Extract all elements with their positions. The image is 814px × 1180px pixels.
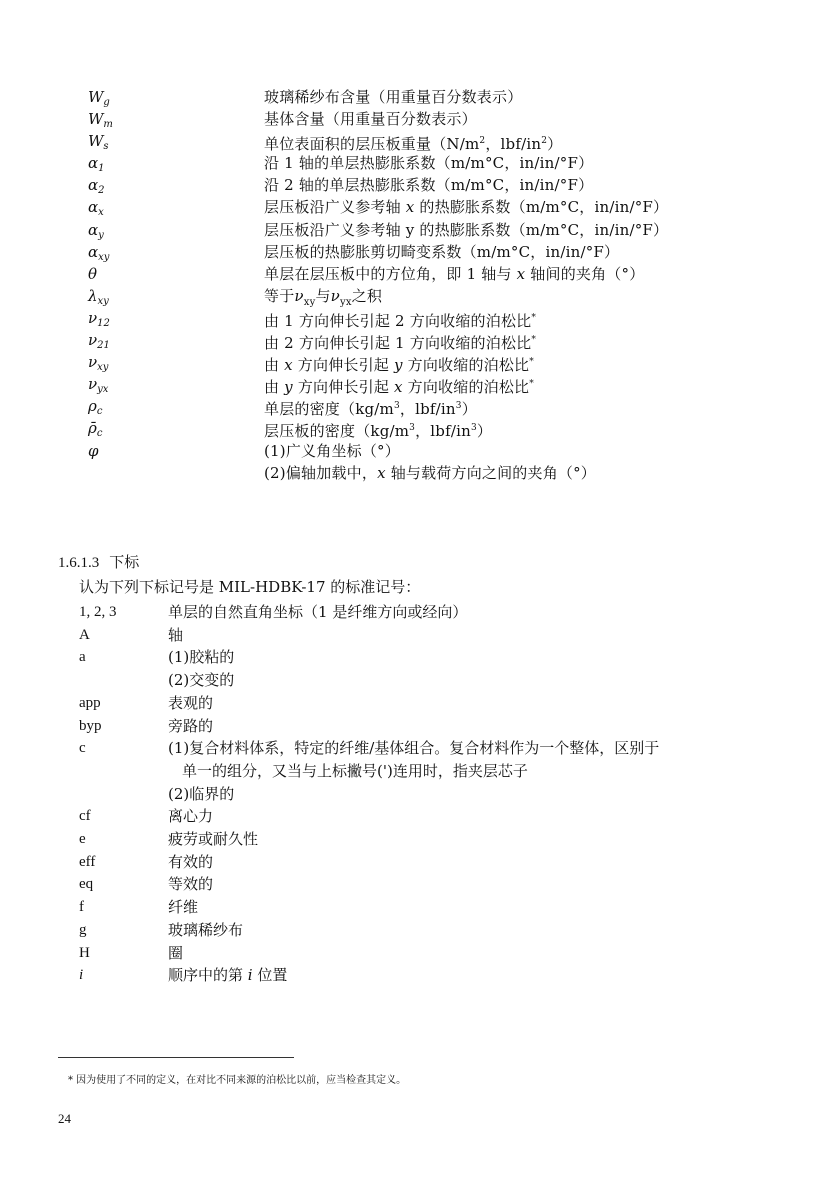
- footnote-rule: [58, 1057, 294, 1058]
- symbol-row: [88, 417, 788, 439]
- subscript-definition: [168, 873, 779, 896]
- symbol-row: [88, 307, 788, 329]
- definition-text: 由 1 方向伸长引起 2 方向收缩的泊松比: [264, 311, 532, 330]
- subscript-definition-line: (1)复合材料体系，特定的纤维/基体组合。复合材料作为一个整体，区别于: [168, 739, 660, 758]
- subscript-definition-line: 旁路的: [168, 716, 214, 735]
- definition-text: 层压板沿广义参考轴 y 的热膨胀系数（m/m°C，in/in/°F）: [264, 220, 669, 239]
- definition-text: 单位表面积的层压板重量（N/m: [264, 135, 480, 154]
- definition-text: 沿 2 轴的单层热膨胀系数（m/m°C，in/in/°F）: [264, 176, 594, 195]
- definition-text: 方向收缩的泊松比: [402, 378, 530, 397]
- definition-text: ，lbf/in: [399, 400, 456, 419]
- subscript-definition: [168, 692, 779, 715]
- subscript-key: a: [79, 649, 86, 666]
- definition-text: 沿 1 轴的单层热膨胀系数（m/m°C，in/in/°F）: [264, 154, 594, 173]
- definition-text: ）: [547, 135, 563, 154]
- symbol-base: α: [88, 198, 99, 217]
- subscript-key: byp: [79, 717, 102, 734]
- subscript-definition-line: 单层的自然直角坐标（1 是纤维方向或经向）: [168, 603, 468, 621]
- subscript-definition-line: 轴: [168, 625, 184, 644]
- subscript-definition: [168, 964, 779, 987]
- subscript-definition-line: 单一的组分，又当与上标撇号(')连用时，指夹层芯子: [182, 761, 528, 780]
- definition-subscript: yx: [339, 296, 352, 308]
- definition-text: (2)偏轴加载中，: [264, 463, 378, 482]
- subscript-row: [79, 692, 779, 715]
- symbol-definition: [264, 263, 644, 285]
- subscript-definition: [168, 828, 779, 851]
- definition-variable: y: [393, 356, 403, 375]
- symbol-row: [88, 241, 788, 263]
- definition-superscript: 3: [455, 401, 462, 412]
- subscript-row: [79, 896, 779, 919]
- symbol-base: α: [88, 176, 99, 195]
- subscript-key: c: [79, 740, 86, 757]
- definition-variable: ν: [294, 286, 304, 305]
- definition-text: 等于: [264, 286, 295, 305]
- definition-text: ）: [476, 422, 493, 441]
- subscript-definition: [168, 737, 779, 805]
- symbol-base: ν: [88, 308, 98, 327]
- symbol-row: [88, 329, 788, 351]
- symbol-subscript: 12: [97, 317, 110, 329]
- definition-text: (1)广义角坐标（°）: [264, 441, 400, 460]
- subscript-key: eff: [79, 853, 96, 870]
- subscript-row: [79, 601, 779, 624]
- symbol-subscript: c: [96, 428, 103, 440]
- symbol-definition: [264, 86, 522, 108]
- definition-superscript: 3: [393, 401, 400, 412]
- subscript-row: [79, 624, 779, 647]
- subscript-key: H: [79, 944, 90, 961]
- subscript-key: app: [79, 694, 101, 711]
- definition-text: 方向伸长引起: [292, 356, 394, 375]
- subscript-key: i: [79, 967, 84, 984]
- subscript-row: [79, 646, 779, 691]
- subscript-key: eq: [79, 876, 94, 893]
- subscript-definition: [168, 919, 779, 942]
- symbol-base: ρ̄: [88, 419, 97, 438]
- subscript-definition: [168, 601, 779, 624]
- symbol-row: [88, 263, 788, 285]
- subscript-row: [79, 919, 779, 942]
- definition-variable: x: [284, 356, 293, 375]
- symbol-base: W: [88, 88, 104, 106]
- symbol-definition: [264, 152, 593, 174]
- symbol: [88, 263, 248, 285]
- symbol-base: α: [88, 154, 99, 173]
- footnote-marker: *: [531, 335, 537, 346]
- symbol-base: W: [88, 132, 104, 151]
- subscript-key: f: [79, 899, 84, 916]
- symbol-subscript: xy: [98, 251, 110, 263]
- definition-text: 由 2 方向伸长引起 1 方向收缩的泊松比: [264, 334, 532, 353]
- symbol-row: [88, 373, 788, 395]
- symbol-subscript: yx: [97, 384, 109, 396]
- symbol-subscript: 2: [98, 185, 105, 197]
- section-title: 下标: [109, 553, 140, 571]
- subscript-definition: [168, 851, 779, 874]
- definition-text: 单层的密度（kg/m: [264, 400, 394, 419]
- symbol-base: W: [88, 110, 104, 129]
- page-number: 24: [58, 1111, 71, 1126]
- symbol-subscript: xy: [97, 362, 109, 374]
- section-heading: [58, 551, 139, 574]
- subscript-row: [79, 715, 779, 738]
- definition-text: ）: [461, 400, 477, 419]
- subscript-row: [79, 737, 779, 805]
- symbol-base: α: [88, 242, 99, 261]
- symbol-row: [88, 152, 788, 174]
- definition-variable: x: [405, 198, 415, 217]
- definition-variable: y: [284, 378, 293, 397]
- symbol-row: [88, 395, 788, 417]
- subscript-definition: [168, 805, 779, 828]
- symbol-definition: [264, 174, 593, 196]
- symbol: [88, 440, 248, 462]
- subscript-key: 1, 2, 3: [79, 604, 117, 620]
- section-number: 1.6.1.3: [58, 555, 100, 571]
- definition-superscript: 3: [470, 423, 477, 434]
- symbol-base: ν: [88, 353, 98, 372]
- subscript-definition-line: 有效的: [168, 852, 214, 871]
- symbol-subscript: xy: [97, 295, 109, 307]
- subscript-definition: [168, 646, 779, 691]
- subscript-key: g: [79, 921, 87, 938]
- symbol-definition: [264, 462, 596, 484]
- subscript-definition-line: (2)临界的: [168, 784, 235, 803]
- subscript-definition: [168, 942, 779, 965]
- definition-text: 由: [264, 378, 285, 397]
- symbol-row: [88, 86, 788, 108]
- subscript-definition-line: [168, 964, 779, 987]
- symbol-base: ρ: [88, 397, 97, 416]
- footnote-marker: *: [531, 312, 537, 323]
- symbol-definition: [264, 108, 477, 130]
- definition-text: ，lbf/in: [485, 135, 542, 154]
- subscript-definition-list: [79, 601, 779, 987]
- definition-text: 层压板沿广义参考轴: [264, 198, 406, 217]
- definition-text: 位置: [252, 966, 288, 985]
- definition-text: 之积: [351, 286, 383, 305]
- symbol-subscript: y: [98, 229, 104, 241]
- symbol-base: θ: [88, 264, 98, 283]
- symbol-base: α: [88, 220, 99, 239]
- subscript-key: cf: [79, 808, 91, 825]
- definition-text: 玻璃稀纱布含量（用重量百分数表示）: [264, 88, 523, 106]
- symbol-definition: [264, 440, 400, 462]
- subscript-row: [79, 873, 779, 896]
- definition-text: 轴间的夹角（°）: [525, 264, 645, 283]
- symbol-subscript: c: [96, 406, 103, 418]
- subscript-definition-line: 纤维: [168, 898, 199, 917]
- subscript-key: A: [79, 626, 90, 643]
- symbol-subscript: 21: [97, 340, 110, 352]
- symbol-definition-list: [88, 86, 788, 484]
- definition-text: ，lbf/in: [415, 422, 471, 441]
- subscript-definition-line: (1)胶粘的: [168, 648, 235, 667]
- subscript-definition-line: 等效的: [168, 875, 214, 894]
- subscript-definition: [168, 896, 779, 919]
- subscript-row: [79, 805, 779, 828]
- definition-superscript: 3: [409, 423, 416, 434]
- subscript-definition-line: 离心力: [168, 807, 214, 826]
- symbol-base: λ: [88, 286, 98, 305]
- definition-text: 单层在层压板中的方位角，即 1 轴与: [264, 264, 517, 283]
- definition-superscript: 2: [541, 136, 548, 147]
- footnote: * 因为使用了不同的定义，在对比不同来源的泊松比以前，应当检查其定义。: [68, 1075, 407, 1086]
- symbol-subscript: m: [103, 119, 113, 131]
- definition-subscript: xy: [303, 296, 316, 308]
- symbol-row: [88, 174, 788, 196]
- footnote-marker: *: [529, 357, 534, 368]
- definition-variable: ν: [330, 286, 340, 305]
- symbol-definition: [264, 219, 668, 241]
- symbol-subscript: s: [103, 141, 109, 153]
- definition-text: 由: [264, 356, 285, 375]
- definition-variable: x: [516, 264, 526, 283]
- definition-text: 方向伸长引起: [292, 378, 394, 397]
- symbol-row: [88, 285, 788, 307]
- definition-text: 顺序中的第: [168, 966, 248, 985]
- definition-text: 与: [315, 286, 331, 305]
- subscript-row: [79, 851, 779, 874]
- footnote-marker: *: [529, 379, 534, 390]
- symbol-definition: [264, 241, 619, 263]
- symbol-row: [88, 108, 788, 130]
- subscript-definition-line: 圈: [168, 943, 184, 962]
- symbol-base: ν: [88, 375, 98, 394]
- symbol-row: [88, 196, 788, 218]
- subscript-key: e: [79, 831, 86, 848]
- symbol-base: φ: [88, 441, 99, 460]
- definition-variable: x: [394, 378, 403, 397]
- symbol-subscript: 1: [98, 163, 105, 175]
- subscript-definition-line: 疲劳或耐久性: [168, 830, 259, 849]
- definition-text: 轴与载荷方向之间的夹角（°）: [385, 463, 597, 482]
- subscript-row: [79, 964, 779, 987]
- definition-text: 基体含量（用重量百分数表示）: [264, 110, 477, 129]
- subscript-row: [79, 828, 779, 851]
- subscript-definition-line: (2)交变的: [168, 671, 235, 690]
- subscript-row: [79, 942, 779, 965]
- symbol-base: ν: [88, 331, 98, 350]
- symbol-row: [88, 462, 788, 484]
- symbol-subscript: g: [103, 97, 110, 108]
- definition-text: 方向收缩的泊松比: [402, 356, 530, 375]
- definition-variable: i: [247, 966, 253, 985]
- symbol-row: [88, 351, 788, 373]
- symbol-row: [88, 440, 788, 462]
- subscript-definition-line: 表观的: [168, 693, 214, 712]
- definition-text: 层压板的密度（kg/m: [264, 422, 410, 441]
- subscript-definition: [168, 715, 779, 738]
- definition-text: 层压板的热膨胀剪切畸变系数（m/m°C，in/in/°F）: [264, 242, 620, 261]
- definition-superscript: 2: [479, 136, 486, 147]
- subscript-definition: [168, 624, 779, 647]
- symbol-row: [88, 219, 788, 241]
- symbol-definition: [264, 196, 668, 218]
- symbol-subscript: x: [98, 207, 104, 219]
- section-intro: 认为下列下标记号是 MIL-HDBK-17 的标准记号：: [79, 578, 421, 596]
- subscript-definition-line: 玻璃稀纱布: [168, 920, 244, 939]
- symbol-row: [88, 130, 788, 152]
- definition-text: 的热膨胀系数（m/m°C，in/in/°F）: [414, 198, 669, 217]
- definition-variable: x: [377, 463, 386, 482]
